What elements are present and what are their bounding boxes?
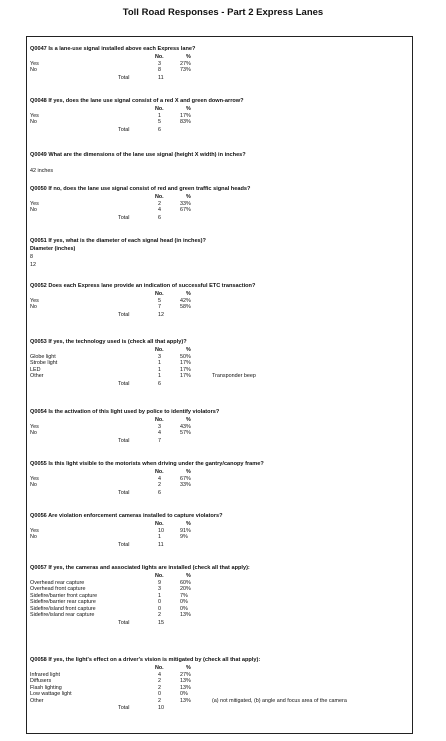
row-count: 5 xyxy=(158,297,161,304)
row-label: Globe light xyxy=(30,353,56,360)
row-count: 1 xyxy=(158,373,161,379)
row-percent: 13% xyxy=(180,678,191,684)
row-label: Strobe light xyxy=(30,360,58,366)
row-percent: 67% xyxy=(180,207,191,213)
row-count: 4 xyxy=(158,430,161,436)
total-count: 15 xyxy=(158,619,164,626)
row-label: LED xyxy=(30,366,41,373)
row-label: Low wattage light xyxy=(30,691,72,697)
total-count: 11 xyxy=(158,541,164,548)
col-header-no: No. xyxy=(155,106,164,112)
row-count: 2 xyxy=(158,697,161,704)
row-percent: 91% xyxy=(180,527,191,534)
row-percent: 57% xyxy=(180,430,191,436)
total-label: Total xyxy=(118,214,130,221)
row-count: 4 xyxy=(158,671,161,678)
row-label: No xyxy=(30,534,37,540)
row-count: 0 xyxy=(158,691,161,697)
total-count: 6 xyxy=(158,126,161,133)
subheading: Diameter (inches) xyxy=(30,246,76,252)
question-heading: Q0049 What are the dimensions of the lane use signal (height X width) in inches? xyxy=(30,152,246,158)
row-percent: 17% xyxy=(180,366,191,373)
col-header-pct: % xyxy=(186,469,191,475)
row-percent: 43% xyxy=(180,423,191,430)
row-count: 2 xyxy=(158,200,161,207)
question-heading: Q0058 If yes, the light's effect on a driver's vision is mitigated by (check all that apply): xyxy=(30,657,261,663)
total-count: 7 xyxy=(158,437,161,444)
total-label: Total xyxy=(118,74,130,81)
question-heading: Q0047 Is a lane-use signal installed above each Express lane? xyxy=(30,46,196,52)
row-percent: 42% xyxy=(180,297,191,304)
row-label: Flash lighting xyxy=(30,684,62,691)
row-label: No xyxy=(30,430,37,436)
row-count: 0 xyxy=(158,599,161,605)
row-percent: 27% xyxy=(180,60,191,67)
row-percent: 50% xyxy=(180,353,191,360)
col-header-no: No. xyxy=(155,469,164,475)
row-count: 3 xyxy=(158,60,161,67)
row-percent: 33% xyxy=(180,482,191,488)
row-label: Overhead front capture xyxy=(30,586,86,592)
value-item: 12 xyxy=(30,261,36,268)
row-percent: 17% xyxy=(180,112,191,119)
row-label: No xyxy=(30,207,37,213)
row-label: Yes xyxy=(30,60,39,67)
row-label: Other xyxy=(30,697,44,704)
value-item: 8 xyxy=(30,254,33,260)
row-label: No xyxy=(30,304,37,310)
row-label: Sidefire/barrier front capture xyxy=(30,592,98,599)
question-heading: Q0051 If yes, what is the diameter of each signal head (in inches)? xyxy=(30,238,206,244)
col-header-pct: % xyxy=(186,521,191,527)
row-percent: 13% xyxy=(180,684,191,691)
col-header-no: No. xyxy=(155,54,164,60)
question-heading: Q0056 Are violation enforcement cameras installed to capture violators? xyxy=(30,513,223,519)
row-count: 4 xyxy=(158,207,161,213)
col-header-no: No. xyxy=(155,573,164,579)
row-count: 3 xyxy=(158,423,161,430)
col-header-pct: % xyxy=(186,291,191,297)
row-label: Yes xyxy=(30,527,39,534)
total-count: 6 xyxy=(158,489,161,496)
question-heading: Q0050 If no, does the lane use signal consist of red and green traffic signal heads? xyxy=(30,186,251,192)
total-count: 11 xyxy=(158,74,164,81)
question-heading: Q0048 If yes, does the lane use signal consist of a red X and green down-arrow? xyxy=(30,98,244,104)
row-label: Yes xyxy=(30,112,39,119)
row-count: 4 xyxy=(158,475,161,482)
row-percent: 9% xyxy=(180,534,188,540)
row-label: No xyxy=(30,482,37,488)
row-percent: 33% xyxy=(180,200,191,207)
col-header-no: No. xyxy=(155,417,164,423)
col-header-pct: % xyxy=(186,573,191,579)
col-header-pct: % xyxy=(186,194,191,200)
row-label: Infrared light xyxy=(30,671,60,678)
total-label: Total xyxy=(118,380,130,387)
row-count: 1 xyxy=(158,592,161,599)
col-header-no: No. xyxy=(155,347,164,353)
row-count: 9 xyxy=(158,579,161,586)
row-count: 3 xyxy=(158,586,161,592)
row-percent: 13% xyxy=(180,612,191,618)
total-label: Total xyxy=(118,619,130,626)
row-percent: 83% xyxy=(180,119,191,125)
row-percent: 17% xyxy=(180,360,191,366)
row-label: No xyxy=(30,119,37,125)
row-count: 0 xyxy=(158,605,161,612)
total-count: 6 xyxy=(158,380,161,387)
row-note: (a) not mitigated, (b) angle and focus area of the camera xyxy=(212,697,347,704)
row-percent: 67% xyxy=(180,475,191,482)
row-percent: 20% xyxy=(180,586,191,592)
total-count: 10 xyxy=(158,705,164,711)
col-header-pct: % xyxy=(186,347,191,353)
row-percent: 13% xyxy=(180,697,191,704)
row-percent: 17% xyxy=(180,373,191,379)
row-label: Other xyxy=(30,373,44,379)
row-label: No xyxy=(30,67,37,73)
col-header-no: No. xyxy=(155,291,164,297)
row-count: 2 xyxy=(158,482,161,488)
col-header-no: No. xyxy=(155,521,164,527)
row-percent: 0% xyxy=(180,605,188,612)
total-count: 12 xyxy=(158,311,164,318)
question-heading: Q0052 Does each Express lane provide an indication of successful ETC transaction? xyxy=(30,283,256,289)
col-header-no: No. xyxy=(155,665,164,671)
row-label: Yes xyxy=(30,423,39,430)
col-header-pct: % xyxy=(186,417,191,423)
row-count: 2 xyxy=(158,678,161,684)
total-label: Total xyxy=(118,541,130,548)
col-header-pct: % xyxy=(186,106,191,112)
row-count: 7 xyxy=(158,304,161,310)
total-label: Total xyxy=(118,705,130,711)
row-label: Yes xyxy=(30,200,39,207)
row-count: 1 xyxy=(158,366,161,373)
row-count: 2 xyxy=(158,612,161,618)
row-count: 3 xyxy=(158,353,161,360)
row-percent: 27% xyxy=(180,671,191,678)
question-heading: Q0057 If yes, the cameras and associated lights are installed (check all that apply): xyxy=(30,565,250,571)
row-percent: 73% xyxy=(180,67,191,73)
row-count: 1 xyxy=(158,360,161,366)
row-label: Sidefire/island rear capture xyxy=(30,612,95,618)
question-heading: Q0055 Is this light visible to the motorists when driving under the gantry/canopy frame? xyxy=(30,461,264,467)
row-label: Sidefire/island front capture xyxy=(30,605,96,612)
row-label: Yes xyxy=(30,475,39,482)
row-count: 5 xyxy=(158,119,161,125)
row-count: 2 xyxy=(158,684,161,691)
row-percent: 0% xyxy=(180,691,188,697)
page-title: Toll Road Responses - Part 2 Express Lanes xyxy=(122,7,324,18)
row-note: Transponder beep xyxy=(212,373,256,379)
row-percent: 7% xyxy=(180,592,188,599)
answer-text: 42 inches xyxy=(30,168,54,174)
col-header-pct: % xyxy=(186,54,191,60)
total-label: Total xyxy=(118,437,130,444)
row-label: Overhead rear capture xyxy=(30,579,85,586)
row-percent: 58% xyxy=(180,304,191,310)
row-count: 8 xyxy=(158,67,161,73)
row-label: Sidefire/barrier rear capture xyxy=(30,599,96,605)
col-header-no: No. xyxy=(155,194,164,200)
col-header-pct: % xyxy=(186,665,191,671)
question-heading: Q0054 Is the activation of this light used by police to identify violators? xyxy=(30,409,220,415)
row-count: 1 xyxy=(158,534,161,540)
row-percent: 0% xyxy=(180,599,188,605)
row-label: Diffusers xyxy=(30,678,52,684)
question-heading: Q0053 If yes, the technology used is (check all that apply)? xyxy=(30,339,187,345)
row-count: 10 xyxy=(158,527,164,534)
row-count: 1 xyxy=(158,112,161,119)
row-label: Yes xyxy=(30,297,39,304)
survey-results-panel xyxy=(26,36,413,734)
total-label: Total xyxy=(118,311,130,318)
row-percent: 60% xyxy=(180,579,191,586)
total-count: 6 xyxy=(158,214,161,221)
total-label: Total xyxy=(118,126,130,133)
total-label: Total xyxy=(118,489,130,496)
